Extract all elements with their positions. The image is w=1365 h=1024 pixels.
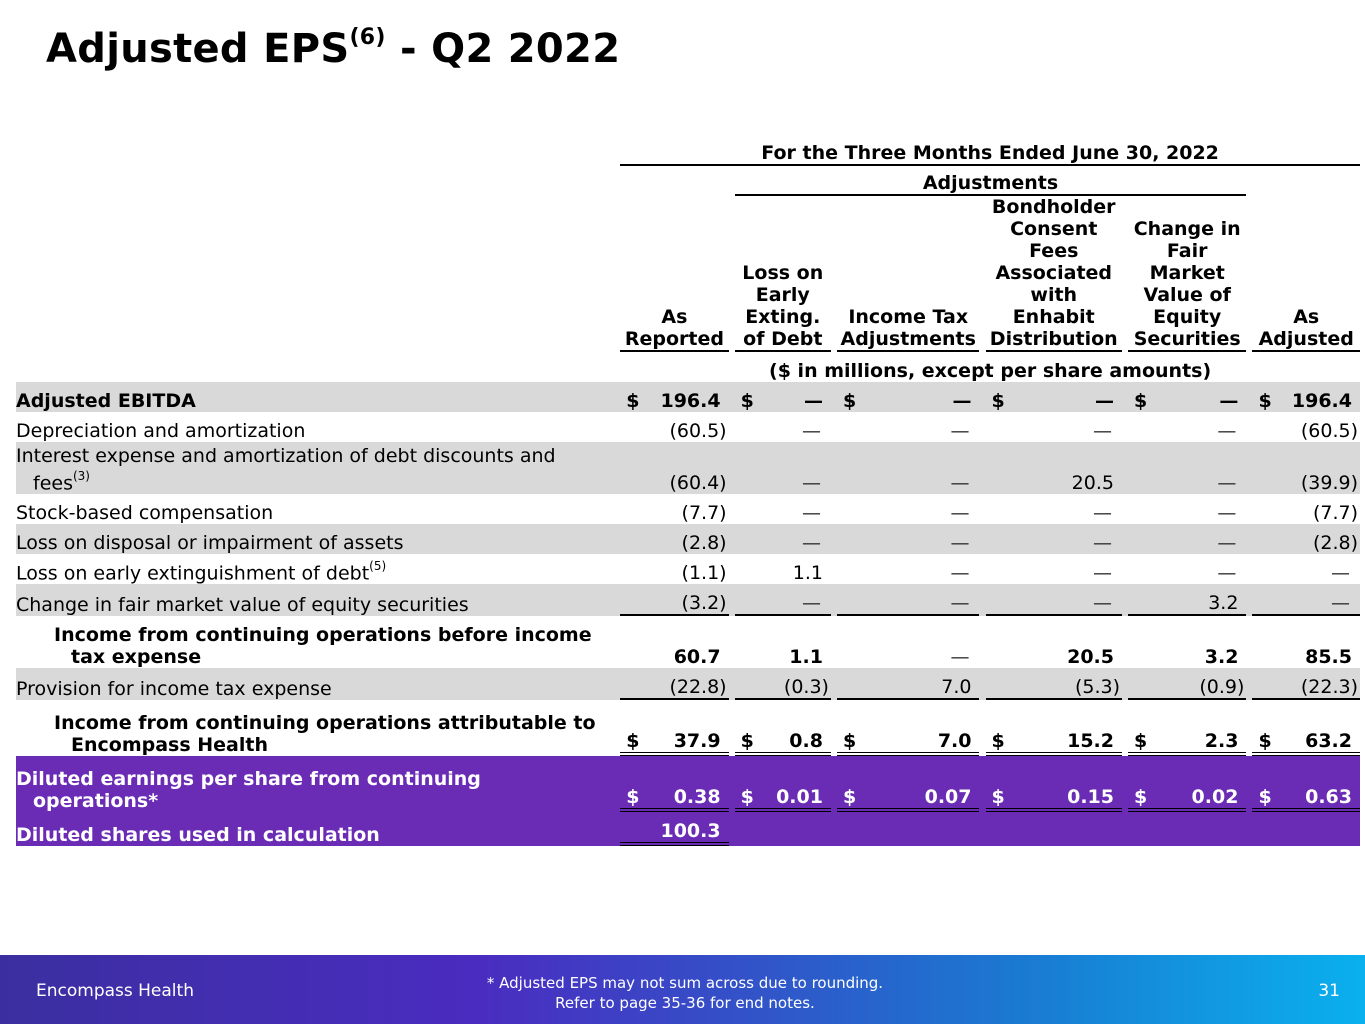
currency-symbol: $: [626, 390, 640, 412]
table-cell: —: [735, 442, 831, 494]
table-cell: —: [1217, 502, 1237, 524]
currency-symbol: $: [626, 730, 640, 752]
table-row: [16, 554, 1360, 584]
col-loss-early-exting: Loss on Early Exting. of Debt: [735, 196, 831, 352]
table-cell: (0.3): [735, 668, 831, 700]
table-cell: —: [1128, 442, 1246, 494]
table-row: [16, 412, 1360, 442]
currency-symbol: $: [1134, 786, 1148, 808]
table-cell: $ —: [1128, 382, 1246, 412]
table-cell: 3.2: [1204, 646, 1239, 668]
table-cell: —: [837, 584, 980, 616]
table-cell: $ 37.9: [620, 700, 728, 756]
table-cell: (22.3): [1252, 668, 1360, 700]
row-label: Change in fair market value of equity securities: [16, 584, 614, 616]
table-cell: [986, 812, 1122, 846]
table-cell: —: [1092, 562, 1112, 584]
table-cell: —: [1092, 502, 1112, 524]
table-row: [16, 812, 1360, 846]
table-cell: (2.8): [620, 524, 728, 554]
footer-brand: Encompass Health: [36, 981, 194, 1001]
currency-symbol: $: [1258, 390, 1272, 412]
table-cell: $ 0.07: [837, 756, 980, 812]
table-cell: $ 0.38: [620, 756, 728, 812]
row-label: Adjusted EBITDA: [16, 382, 614, 412]
table-cell: (7.7): [681, 502, 727, 524]
table-cell: (0.9): [1128, 668, 1246, 700]
table-cell: [1252, 812, 1360, 846]
units-note: ($ in millions, except per share amounts): [769, 360, 1212, 382]
footer-note: * Adjusted EPS may not sum across due to rounding. Refer to page 35-36 for end notes.: [486, 974, 884, 1012]
table-cell: —: [801, 502, 821, 524]
row-label: Income from continuing operations before income tax expense: [54, 624, 592, 668]
currency-symbol: $: [740, 786, 754, 808]
table-cell: —: [950, 502, 970, 524]
table-cell: (1.1): [681, 562, 727, 584]
table-cell: 1.1: [789, 646, 823, 668]
table-cell: 20.5: [986, 442, 1122, 494]
table-cell: $ 0.02: [1128, 756, 1246, 812]
col-as-adjusted: As Adjusted: [1252, 196, 1360, 352]
row-label: Diluted shares used in calculation: [16, 812, 614, 846]
table-cell: [837, 812, 980, 846]
currency-symbol: $: [1258, 730, 1272, 752]
footer-bar: [0, 955, 1365, 1024]
table-cell: [1128, 812, 1246, 846]
currency-symbol: $: [1134, 730, 1148, 752]
currency-symbol: $: [1134, 390, 1148, 412]
row-label: Interest expense and amortization of debt discounts and fees$^{(3)}$: [16, 442, 614, 494]
table-cell: $ 7.0: [837, 700, 980, 756]
table-row: [16, 668, 1360, 700]
row-label: Loss on early extinguishment of debt$^{(5)}$: [16, 558, 387, 584]
table-row: [16, 524, 1360, 554]
table-cell: $ 0.01: [735, 756, 831, 812]
table-cell: (22.8): [620, 668, 728, 700]
table-cell: $ —: [837, 382, 980, 412]
currency-symbol: $: [991, 786, 1005, 808]
table-cell: —: [837, 442, 980, 494]
table-cell: —: [735, 524, 831, 554]
table-cell: $ 0.8: [735, 700, 831, 756]
table-cell: $ 196.4: [620, 382, 728, 412]
table-cell: —: [1128, 524, 1246, 554]
currency-symbol: $: [1258, 786, 1272, 808]
table-cell: $ 15.2: [986, 700, 1122, 756]
table-cell: [735, 812, 831, 846]
table-row: [16, 616, 1360, 668]
col-bondholder-consent-fees: Bondholder Consent Fees Associated with Enhabit Distribution: [986, 196, 1122, 352]
table-cell: —: [986, 584, 1122, 616]
table-cell: —: [950, 420, 970, 442]
currency-symbol: $: [842, 390, 857, 412]
col-change-fair-market-value: Change in Fair Market Value of Equity Securities: [1128, 196, 1246, 352]
table-cell: —: [735, 584, 831, 616]
page-number: 31: [1318, 981, 1340, 1001]
table-cell: —: [1252, 584, 1360, 616]
currency-symbol: $: [842, 730, 857, 752]
adjustments-header: Adjustments: [735, 166, 1247, 196]
table-cell: —: [837, 524, 980, 554]
table-row: [16, 494, 1360, 524]
table-cell: —: [1331, 562, 1350, 584]
table-cell: $ —: [986, 382, 1122, 412]
table-cell: (7.7): [1312, 502, 1358, 524]
row-label: Stock-based compensation: [16, 502, 274, 524]
table-row: [16, 756, 1360, 812]
adjusted-eps-table: [16, 136, 1360, 846]
table-cell: (60.4): [620, 442, 728, 494]
row-label: Income from continuing operations attributable to Encompass Health: [54, 712, 596, 756]
table-cell: $ 0.63: [1252, 756, 1360, 812]
table-cell: 100.3: [620, 812, 728, 846]
table-cell: —: [1092, 420, 1112, 442]
table-cell: 85.5: [1305, 646, 1352, 668]
row-label: Provision for income tax expense: [16, 668, 614, 700]
currency-symbol: $: [626, 786, 640, 808]
table-cell: (2.8): [1252, 524, 1360, 554]
currency-symbol: $: [991, 390, 1005, 412]
currency-symbol: $: [740, 730, 754, 752]
page-title: Adjusted EPS$^{(6)}$ - Q2 2022: [46, 24, 621, 72]
table-cell: (60.5): [1300, 420, 1358, 442]
table-cell: —: [950, 562, 970, 584]
table-row: [16, 442, 1360, 494]
period-header: For the Three Months Ended June 30, 2022: [620, 136, 1360, 166]
table-cell: 3.2: [1128, 584, 1246, 616]
table-cell: (39.9): [1252, 442, 1360, 494]
col-as-reported: As Reported: [620, 196, 728, 352]
currency-symbol: $: [842, 786, 857, 808]
table-cell: (60.5): [669, 420, 727, 442]
table-cell: $ 63.2: [1252, 700, 1360, 756]
table-cell: —: [950, 646, 970, 668]
table-cell: —: [986, 524, 1122, 554]
title-footnote-ref: (6): [349, 24, 386, 50]
table-row: [16, 584, 1360, 616]
col-income-tax-adjustments: Income Tax Adjustments: [837, 196, 980, 352]
table-cell: —: [1217, 562, 1237, 584]
row-label: Loss on disposal or impairment of assets: [16, 524, 614, 554]
table-cell: $ —: [735, 382, 831, 412]
table-cell: 20.5: [1067, 646, 1114, 668]
table-cell: —: [801, 420, 821, 442]
row-label: Depreciation and amortization: [16, 420, 306, 442]
currency-symbol: $: [740, 390, 754, 412]
table-cell: $ 2.3: [1128, 700, 1246, 756]
table-cell: $ 0.15: [986, 756, 1122, 812]
table-cell: $ 196.4: [1252, 382, 1360, 412]
table-row: [16, 382, 1360, 412]
row-label: Diluted earnings per share from continuing operations*: [16, 756, 614, 812]
table-cell: 7.0: [837, 668, 980, 700]
table-cell: (5.3): [986, 668, 1122, 700]
table-row: [16, 700, 1360, 756]
table-cell: 1.1: [792, 562, 823, 584]
table-cell: —: [1217, 420, 1237, 442]
table-cell: 60.7: [673, 646, 721, 668]
currency-symbol: $: [991, 730, 1005, 752]
table-cell: (3.2): [620, 584, 728, 616]
